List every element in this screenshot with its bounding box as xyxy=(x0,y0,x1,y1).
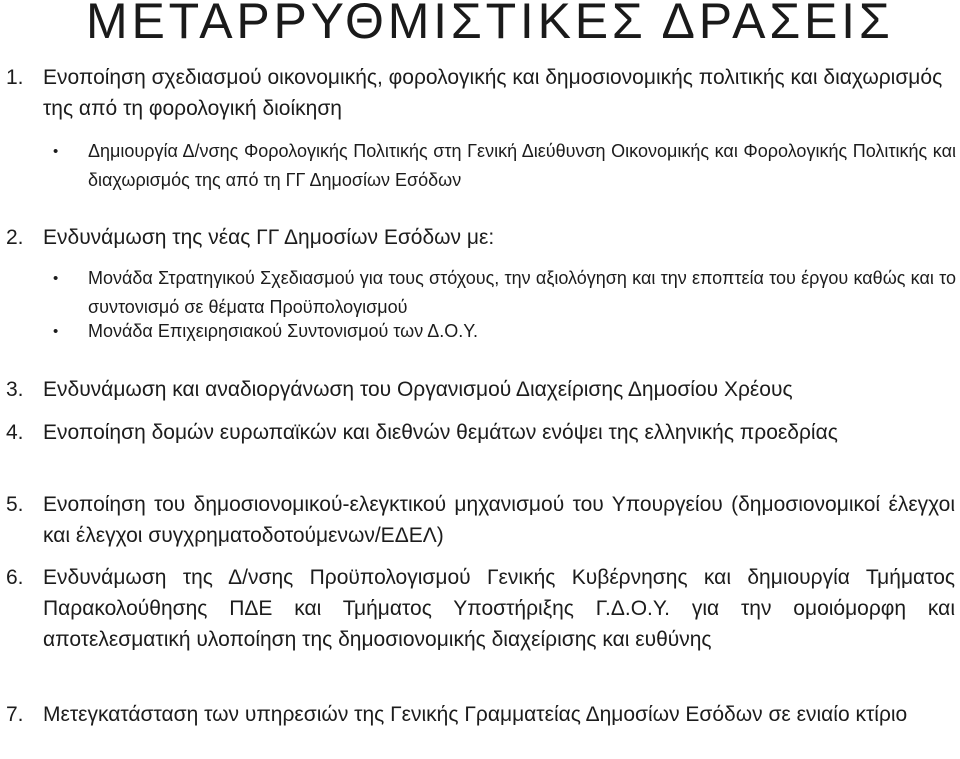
item-number: 3. xyxy=(6,378,24,401)
item-text: Ενοποίηση δομών ευρωπαϊκών και διεθνών θεμάτων ενόψει της ελληνικής προεδρίας xyxy=(43,421,838,444)
item-text: Ενοποίηση του δημοσιονομικού-ελεγκτικού μηχανισμού του Υπουργείου (δημοσιονομικοί έλεγχοι και έλεγχοι συγχρηματοδοτούμενων/ΕΔΕΛ) xyxy=(43,493,955,547)
bullet-text: Μονάδα Επιχειρησιακού Συντονισμού των Δ.Ο.Υ. xyxy=(88,321,478,341)
bullet-text: Μονάδα Στρατηγικού Σχεδιασμού για τους στόχους, την αξιολόγηση και την εποπτεία του έργου καθώς και το συντονισμό σε θέματα Προϋπολογισμού xyxy=(88,268,956,317)
bullet-text: Δημιουργία Δ/νσης Φορολογικής Πολιτικής στη Γενική Διεύθυνση Οικονομικής και Φορολογικής Πολιτικής και διαχωρισμός της από τη ΓΓ Δημοσίων Εσόδων xyxy=(88,141,956,190)
page-title: ΜΕΤΑΡΡΥΘΜΙΣΤΙΚΕΣ ΔΡΑΣΕΙΣ xyxy=(86,0,894,49)
item-number: 1. xyxy=(6,66,24,89)
item-number: 5. xyxy=(6,493,24,516)
item-number: 6. xyxy=(6,566,24,589)
item-text: Ενδυνάμωση της Δ/νσης Προϋπολογισμού Γενικής Κυβέρνησης και δημιουργία Τμήματος Παρακολούθησης ΠΔΕ και Τμήματος Υποστήριξης Γ.Δ.Ο.Υ. για την ομοιόμορφη και αποτελεσματική υλοποίηση της δημοσιονομικής διαχείρισης και ευθύνης xyxy=(43,566,955,651)
item-number: 4. xyxy=(6,421,24,444)
bullet-icon: • xyxy=(53,143,59,160)
item-number: 2. xyxy=(6,226,24,249)
item-number: 7. xyxy=(6,703,24,726)
item-text: Ενοποίηση σχεδιασμού οικονομικής, φορολογικής και δημοσιονομικής πολιτικής και διαχωρισμός της από τη φορολογική διοίκηση xyxy=(43,66,943,120)
bullet-icon: • xyxy=(53,323,59,340)
item-text: Ενδυνάμωση της νέας ΓΓ Δημοσίων Εσόδων με: xyxy=(43,226,495,249)
bullet-icon: • xyxy=(53,270,59,287)
item-text: Μετεγκατάσταση των υπηρεσιών της Γενικής Γραμματείας Δημοσίων Εσόδων σε ενιαίο κτίριο xyxy=(43,703,908,726)
item-text: Ενδυνάμωση και αναδιοργάνωση του Οργανισμού Διαχείρισης Δημοσίου Χρέους xyxy=(43,378,793,401)
